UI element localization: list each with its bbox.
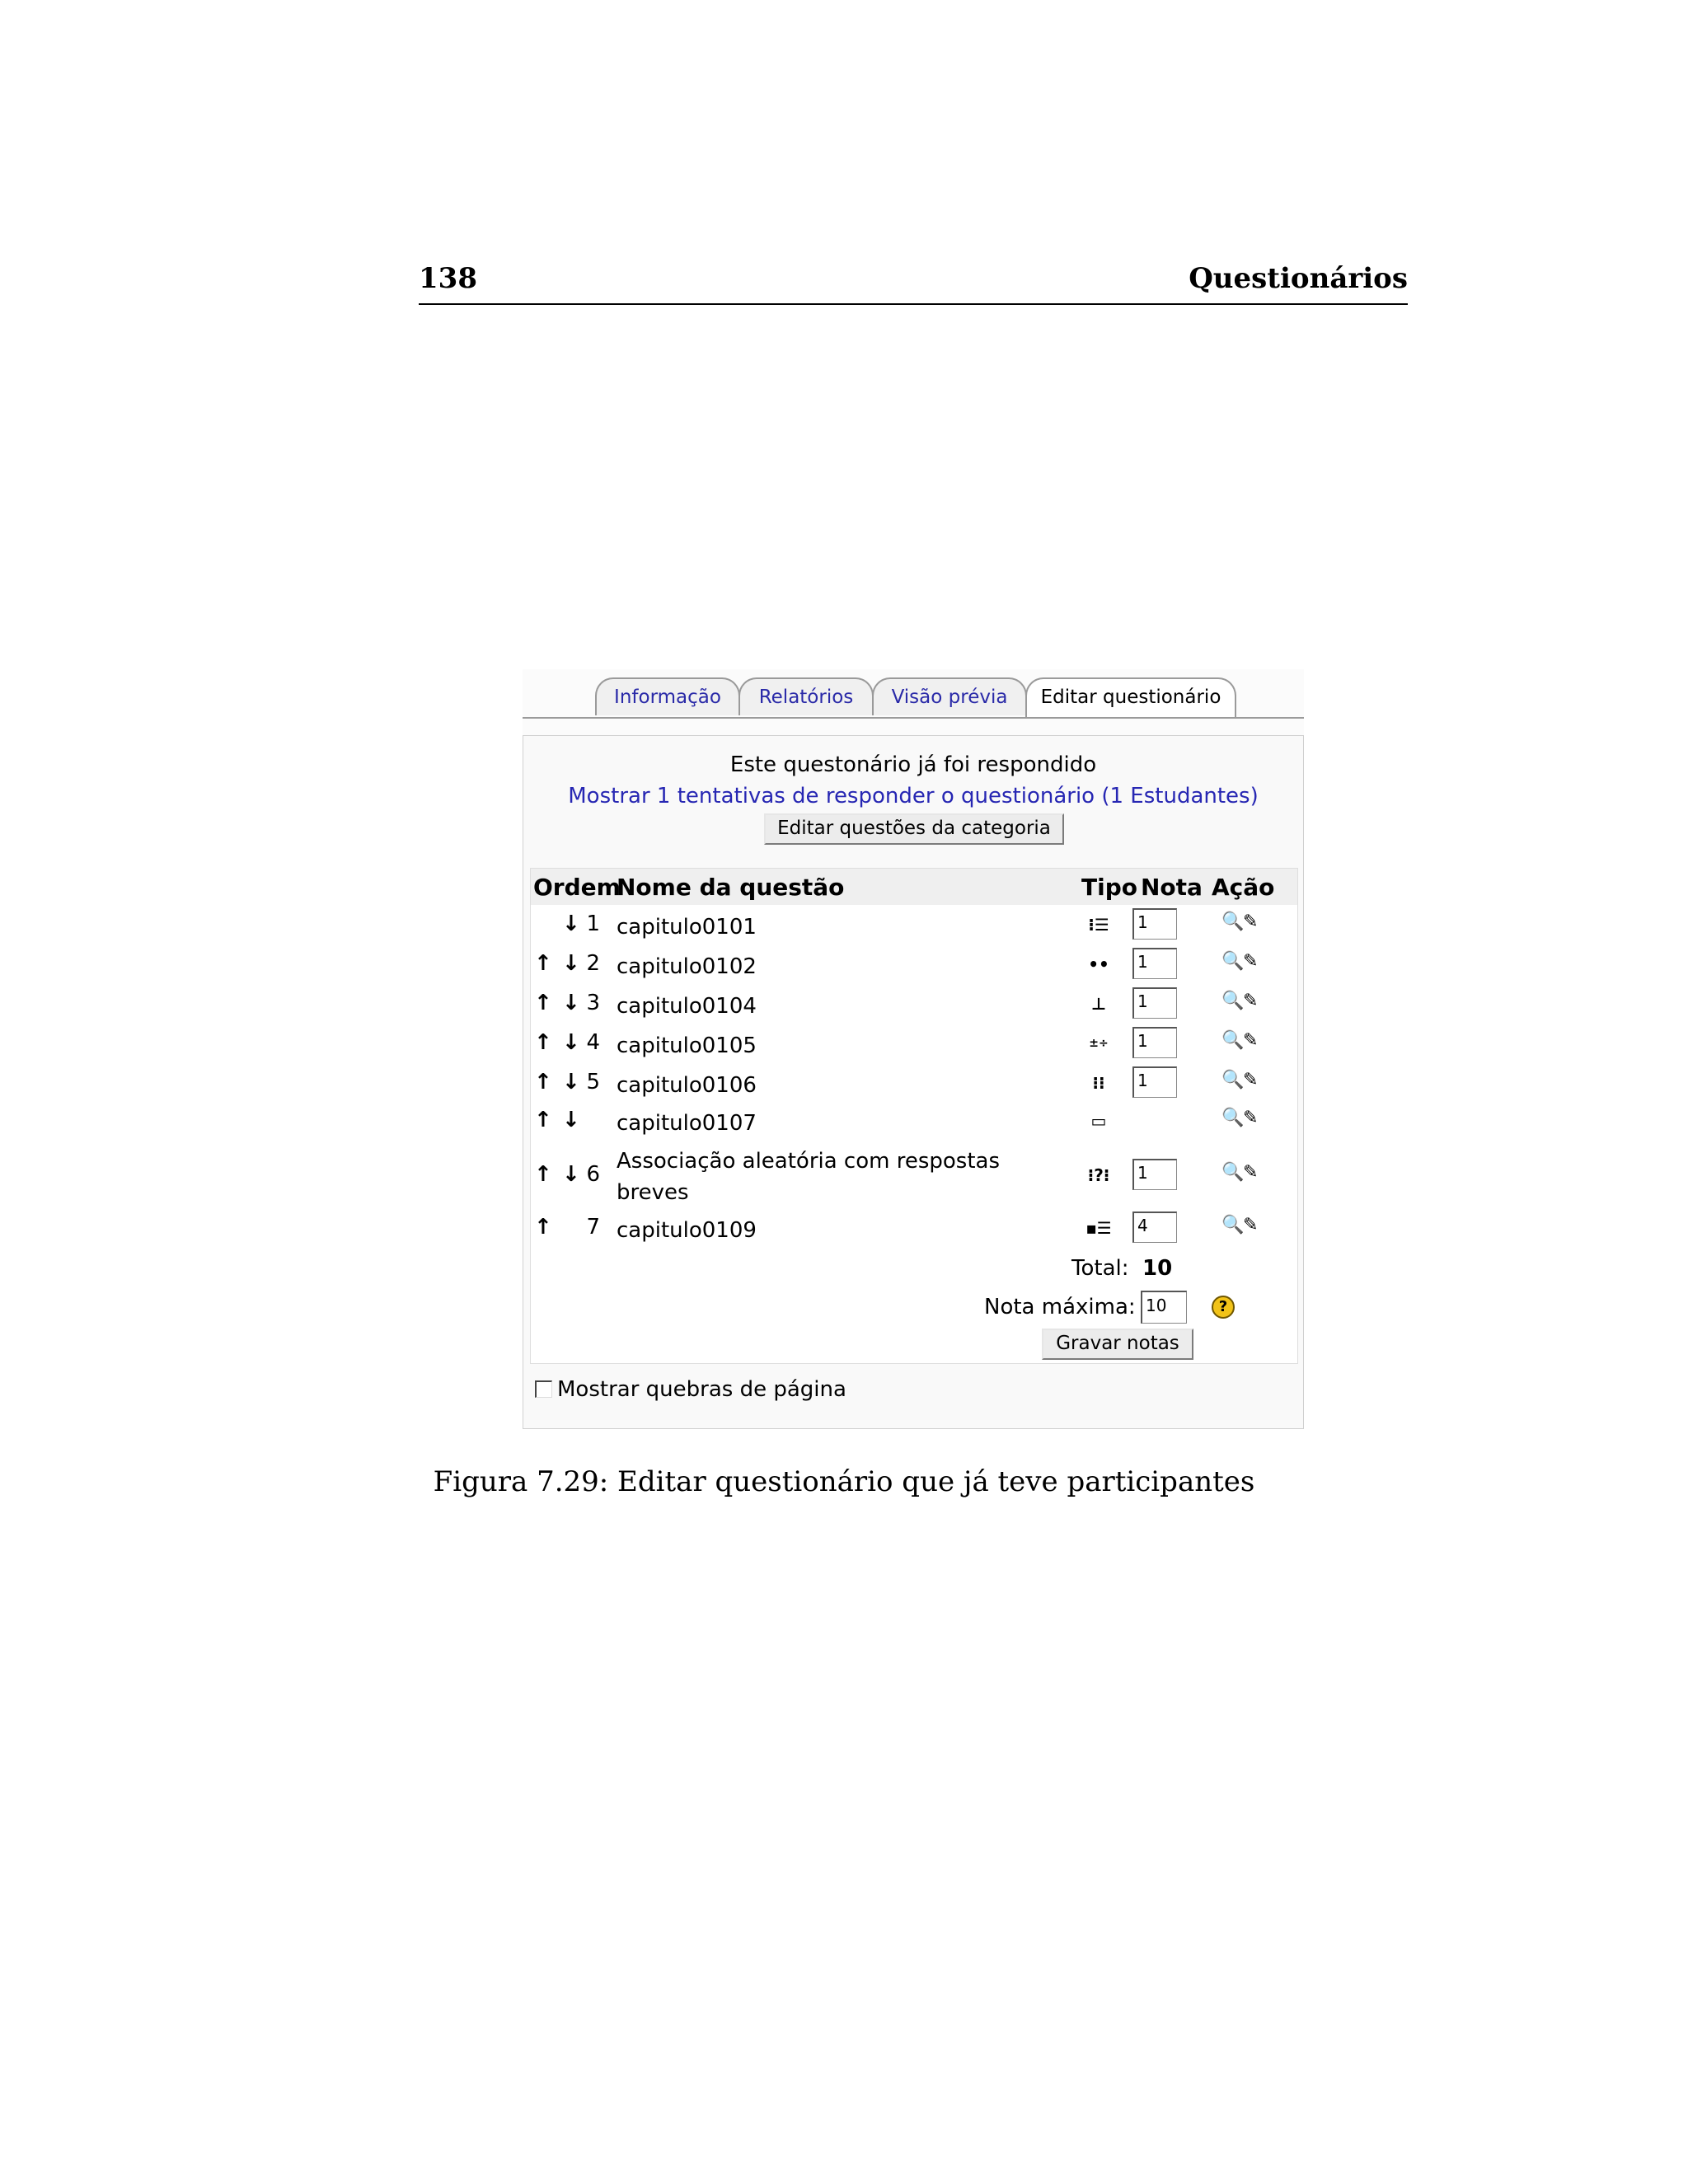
calculated-icon: ±÷: [1089, 1037, 1109, 1050]
preview-icon[interactable]: 🔍: [1221, 1162, 1245, 1183]
move-down-icon[interactable]: ↓: [562, 1030, 580, 1055]
move-up-icon[interactable]: ↑: [534, 1030, 552, 1055]
question-number: 3: [586, 991, 600, 1015]
tab-visao-previa[interactable]: Visão prévia: [872, 677, 1027, 715]
tab-editar-questionario[interactable]: Editar questionário: [1025, 677, 1236, 717]
table-row: [531, 1025, 1297, 1063]
grade-input[interactable]: 1: [1132, 908, 1177, 940]
chapter-title: Questionários: [1189, 262, 1408, 295]
randomsamatch-icon: ⁝?⁝: [1087, 1165, 1110, 1185]
max-grade-input[interactable]: 10: [1141, 1291, 1187, 1324]
already-answered-notice: Este questonário já foi respondido: [729, 752, 1097, 777]
move-down-icon[interactable]: ↓: [562, 991, 580, 1015]
edit-icon[interactable]: ✎: [1243, 991, 1259, 1011]
figure-caption: Figura 7.29: Editar questionário que já teve participantes: [433, 1465, 1255, 1498]
preview-icon[interactable]: 🔍: [1221, 912, 1245, 932]
show-page-breaks-checkbox[interactable]: [535, 1380, 552, 1398]
total-value: 10: [1142, 1256, 1173, 1281]
edit-category-questions-button[interactable]: Editar questões da categoria: [764, 813, 1064, 845]
question-number: 4: [586, 1030, 600, 1055]
table-row: [531, 1065, 1297, 1103]
header-type: Tipo: [1081, 874, 1137, 901]
header-action: Ação: [1212, 874, 1275, 901]
table-row: [531, 1103, 1297, 1141]
edit-icon[interactable]: ✎: [1243, 1162, 1259, 1183]
question-name: capitulo0104: [617, 994, 757, 1019]
grade-input[interactable]: 4: [1132, 1212, 1177, 1243]
move-up-icon[interactable]: ↑: [534, 1162, 552, 1187]
question-number: 7: [586, 1215, 600, 1240]
edit-icon[interactable]: ✎: [1243, 951, 1259, 972]
edit-icon[interactable]: ✎: [1243, 1030, 1259, 1051]
tab-bar: [523, 669, 1304, 719]
attempts-link[interactable]: Mostrar 1 tentativas de responder o questionário (1 Estudantes): [568, 784, 1259, 808]
quiz-edit-panel: [523, 735, 1304, 1429]
save-grades-button[interactable]: Gravar notas: [1042, 1329, 1193, 1360]
table-header: [531, 869, 1297, 905]
move-down-icon[interactable]: ↓: [562, 912, 580, 936]
table-row: [531, 1210, 1297, 1248]
move-up-icon[interactable]: ↑: [534, 1070, 552, 1094]
show-page-breaks-option[interactable]: [535, 1377, 846, 1402]
question-number: 2: [586, 951, 600, 976]
question-name: capitulo0109: [617, 1218, 757, 1243]
tab-relatorios[interactable]: Relatórios: [738, 677, 874, 715]
max-grade-label: Nota máxima:: [984, 1295, 1136, 1319]
matching-icon: ⁝⁝: [1092, 1073, 1105, 1093]
preview-icon[interactable]: 🔍: [1221, 951, 1245, 972]
grade-input[interactable]: 1: [1132, 987, 1177, 1019]
table-row: [531, 946, 1297, 984]
table-row: [531, 986, 1297, 1024]
question-name: capitulo0106: [617, 1073, 757, 1098]
question-name: capitulo0107: [617, 1111, 757, 1136]
preview-icon[interactable]: 🔍: [1221, 991, 1245, 1011]
tab-informacao[interactable]: Informação: [595, 677, 740, 715]
move-down-icon[interactable]: ↓: [562, 1070, 580, 1094]
move-up-icon[interactable]: ↑: [534, 951, 552, 976]
truefalse-icon: ••: [1088, 954, 1109, 974]
preview-icon[interactable]: 🔍: [1221, 1070, 1245, 1090]
move-down-icon[interactable]: ↓: [562, 951, 580, 976]
page-number: 138: [419, 262, 477, 295]
move-up-icon[interactable]: ↑: [534, 1215, 552, 1240]
page-header: [419, 262, 1408, 305]
preview-icon[interactable]: 🔍: [1221, 1030, 1245, 1051]
edit-icon[interactable]: ✎: [1243, 1108, 1259, 1128]
question-name: Associação aleatória com respostas breves: [617, 1149, 1001, 1205]
question-name: capitulo0102: [617, 954, 757, 979]
question-name: capitulo0105: [617, 1033, 757, 1058]
preview-icon[interactable]: 🔍: [1221, 1215, 1245, 1235]
grade-input[interactable]: 1: [1132, 1027, 1177, 1058]
edit-icon[interactable]: ✎: [1243, 1070, 1259, 1090]
table-row: [531, 907, 1297, 944]
preview-icon[interactable]: 🔍: [1221, 1108, 1245, 1128]
quiz-screenshot: [523, 669, 1304, 1429]
move-up-icon[interactable]: ↑: [534, 991, 552, 1015]
description-icon: ▭: [1090, 1111, 1107, 1131]
move-down-icon[interactable]: ↓: [562, 1108, 580, 1132]
question-number: 6: [586, 1162, 600, 1187]
header-order: Ordem: [533, 874, 621, 901]
move-up-icon[interactable]: ↑: [534, 1108, 552, 1132]
question-number: 5: [586, 1070, 600, 1094]
grade-input[interactable]: 1: [1132, 948, 1177, 979]
move-down-icon[interactable]: ↓: [562, 1162, 580, 1187]
total-label: Total:: [1071, 1256, 1129, 1281]
multichoice-icon: ⁝☰: [1088, 915, 1109, 935]
table-row: [531, 1146, 1297, 1208]
help-icon[interactable]: ?: [1212, 1296, 1235, 1319]
grade-input[interactable]: 1: [1132, 1066, 1177, 1098]
header-grade: Nota: [1141, 874, 1203, 901]
edit-icon[interactable]: ✎: [1243, 912, 1259, 932]
question-name: capitulo0101: [617, 915, 757, 940]
edit-icon[interactable]: ✎: [1243, 1215, 1259, 1235]
multianswer-icon: ▪☰: [1085, 1218, 1112, 1238]
header-name: Nome da questão: [617, 874, 845, 901]
numerical-icon: ⊥: [1090, 994, 1107, 1014]
show-page-breaks-label: Mostrar quebras de página: [557, 1377, 846, 1402]
question-number: 1: [586, 912, 600, 936]
questions-table: [530, 868, 1298, 1364]
grade-input[interactable]: 1: [1132, 1159, 1177, 1190]
